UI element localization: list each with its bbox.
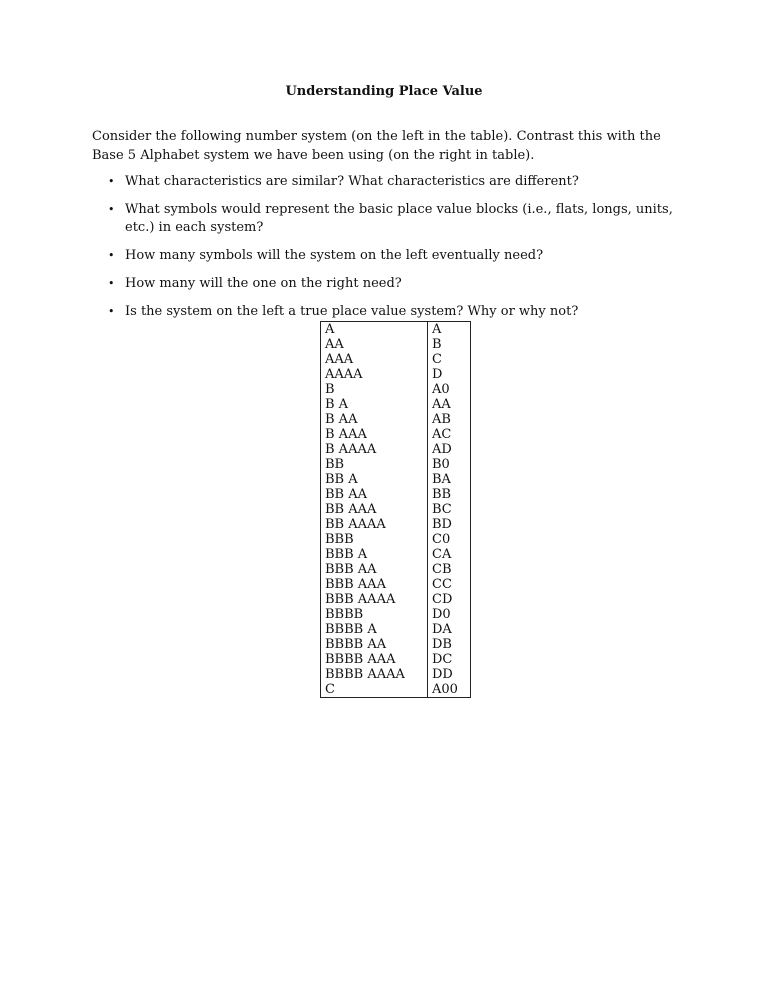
question-item — [100, 201, 680, 237]
comparison-table — [320, 321, 471, 698]
left-system-cell: BBBB A — [321, 622, 428, 637]
base5-alphabet-cell: DC — [428, 652, 471, 667]
base5-alphabet-cell: D — [428, 367, 471, 382]
table-row — [321, 352, 471, 367]
question-text: Is the system on the left a true place value system? Why or why not? — [125, 304, 579, 319]
left-system-cell: C — [321, 682, 428, 698]
left-system-cell: BBBB AAAA — [321, 667, 428, 682]
left-system-cell: BBBB — [321, 607, 428, 622]
left-system-cell: AAA — [321, 352, 428, 367]
base5-alphabet-cell: CA — [428, 547, 471, 562]
table-row — [321, 472, 471, 487]
question-item — [100, 247, 680, 265]
left-system-cell: B A — [321, 397, 428, 412]
left-system-cell: B — [321, 382, 428, 397]
comparison-table-body — [321, 322, 471, 698]
left-system-cell: BBB — [321, 532, 428, 547]
base5-alphabet-cell: DD — [428, 667, 471, 682]
left-system-cell: AA — [321, 337, 428, 352]
base5-alphabet-cell: DB — [428, 637, 471, 652]
question-item — [100, 173, 680, 191]
table-row — [321, 397, 471, 412]
question-text: How many symbols will the system on the left eventually need? — [125, 248, 544, 263]
table-row — [321, 457, 471, 472]
base5-alphabet-cell: CC — [428, 577, 471, 592]
left-system-cell: A — [321, 322, 428, 338]
left-system-cell: BB AAAA — [321, 517, 428, 532]
base5-alphabet-cell: AD — [428, 442, 471, 457]
left-system-cell: BBB A — [321, 547, 428, 562]
left-system-cell: B AAA — [321, 427, 428, 442]
left-system-cell: B AA — [321, 412, 428, 427]
bullet-icon: • — [108, 249, 115, 262]
left-system-cell: BBB AAA — [321, 577, 428, 592]
base5-alphabet-cell: B — [428, 337, 471, 352]
table-row — [321, 562, 471, 577]
table-row — [321, 607, 471, 622]
intro-paragraph: Consider the following number system (on the left in the table). Contrast this with the Base 5 Alphabet system we have been using (on the right in table). — [92, 129, 661, 163]
table-row — [321, 622, 471, 637]
base5-alphabet-cell: BC — [428, 502, 471, 517]
question-text: What characteristics are similar? What characteristics are different? — [125, 174, 579, 189]
base5-alphabet-cell: AC — [428, 427, 471, 442]
left-system-cell: B AAAA — [321, 442, 428, 457]
base5-alphabet-cell: B0 — [428, 457, 471, 472]
table-row — [321, 412, 471, 427]
left-system-cell: BBB AAAA — [321, 592, 428, 607]
table-row — [321, 517, 471, 532]
bullet-icon: • — [108, 203, 115, 216]
left-system-cell: BB AA — [321, 487, 428, 502]
table-row — [321, 337, 471, 352]
left-system-cell: BB A — [321, 472, 428, 487]
page-title: Understanding Place Value — [285, 84, 483, 99]
table-row — [321, 532, 471, 547]
table-row — [321, 367, 471, 382]
left-system-cell: BBBB AAA — [321, 652, 428, 667]
table-row — [321, 652, 471, 667]
table-row — [321, 382, 471, 397]
bullet-icon: • — [108, 277, 115, 290]
base5-alphabet-cell: BD — [428, 517, 471, 532]
base5-alphabet-cell: CD — [428, 592, 471, 607]
table-row — [321, 682, 471, 698]
question-list — [100, 173, 680, 331]
table-row — [321, 487, 471, 502]
left-system-cell: BBBB AA — [321, 637, 428, 652]
base5-alphabet-cell: BB — [428, 487, 471, 502]
base5-alphabet-cell: CB — [428, 562, 471, 577]
base5-alphabet-cell: AB — [428, 412, 471, 427]
left-system-cell: BBB AA — [321, 562, 428, 577]
question-item — [100, 303, 680, 321]
base5-alphabet-cell: A00 — [428, 682, 471, 698]
base5-alphabet-cell: BA — [428, 472, 471, 487]
question-item — [100, 275, 680, 293]
question-text: How many will the one on the right need? — [125, 276, 402, 291]
table-row — [321, 427, 471, 442]
base5-alphabet-cell: A — [428, 322, 471, 338]
left-system-cell: AAAA — [321, 367, 428, 382]
question-text: What symbols would represent the basic place value blocks (i.e., flats, longs, units, etc.) in each system? — [125, 202, 673, 235]
base5-alphabet-cell: C — [428, 352, 471, 367]
base5-alphabet-cell: DA — [428, 622, 471, 637]
table-row — [321, 637, 471, 652]
base5-alphabet-cell: C0 — [428, 532, 471, 547]
table-row — [321, 502, 471, 517]
base5-alphabet-cell: A0 — [428, 382, 471, 397]
table-row — [321, 442, 471, 457]
table-row — [321, 667, 471, 682]
bullet-icon: • — [108, 305, 115, 318]
base5-alphabet-cell: AA — [428, 397, 471, 412]
bullet-icon: • — [108, 175, 115, 188]
left-system-cell: BB — [321, 457, 428, 472]
table-row — [321, 577, 471, 592]
table-row — [321, 592, 471, 607]
left-system-cell: BB AAA — [321, 502, 428, 517]
table-row — [321, 547, 471, 562]
table-row — [321, 322, 471, 338]
base5-alphabet-cell: D0 — [428, 607, 471, 622]
